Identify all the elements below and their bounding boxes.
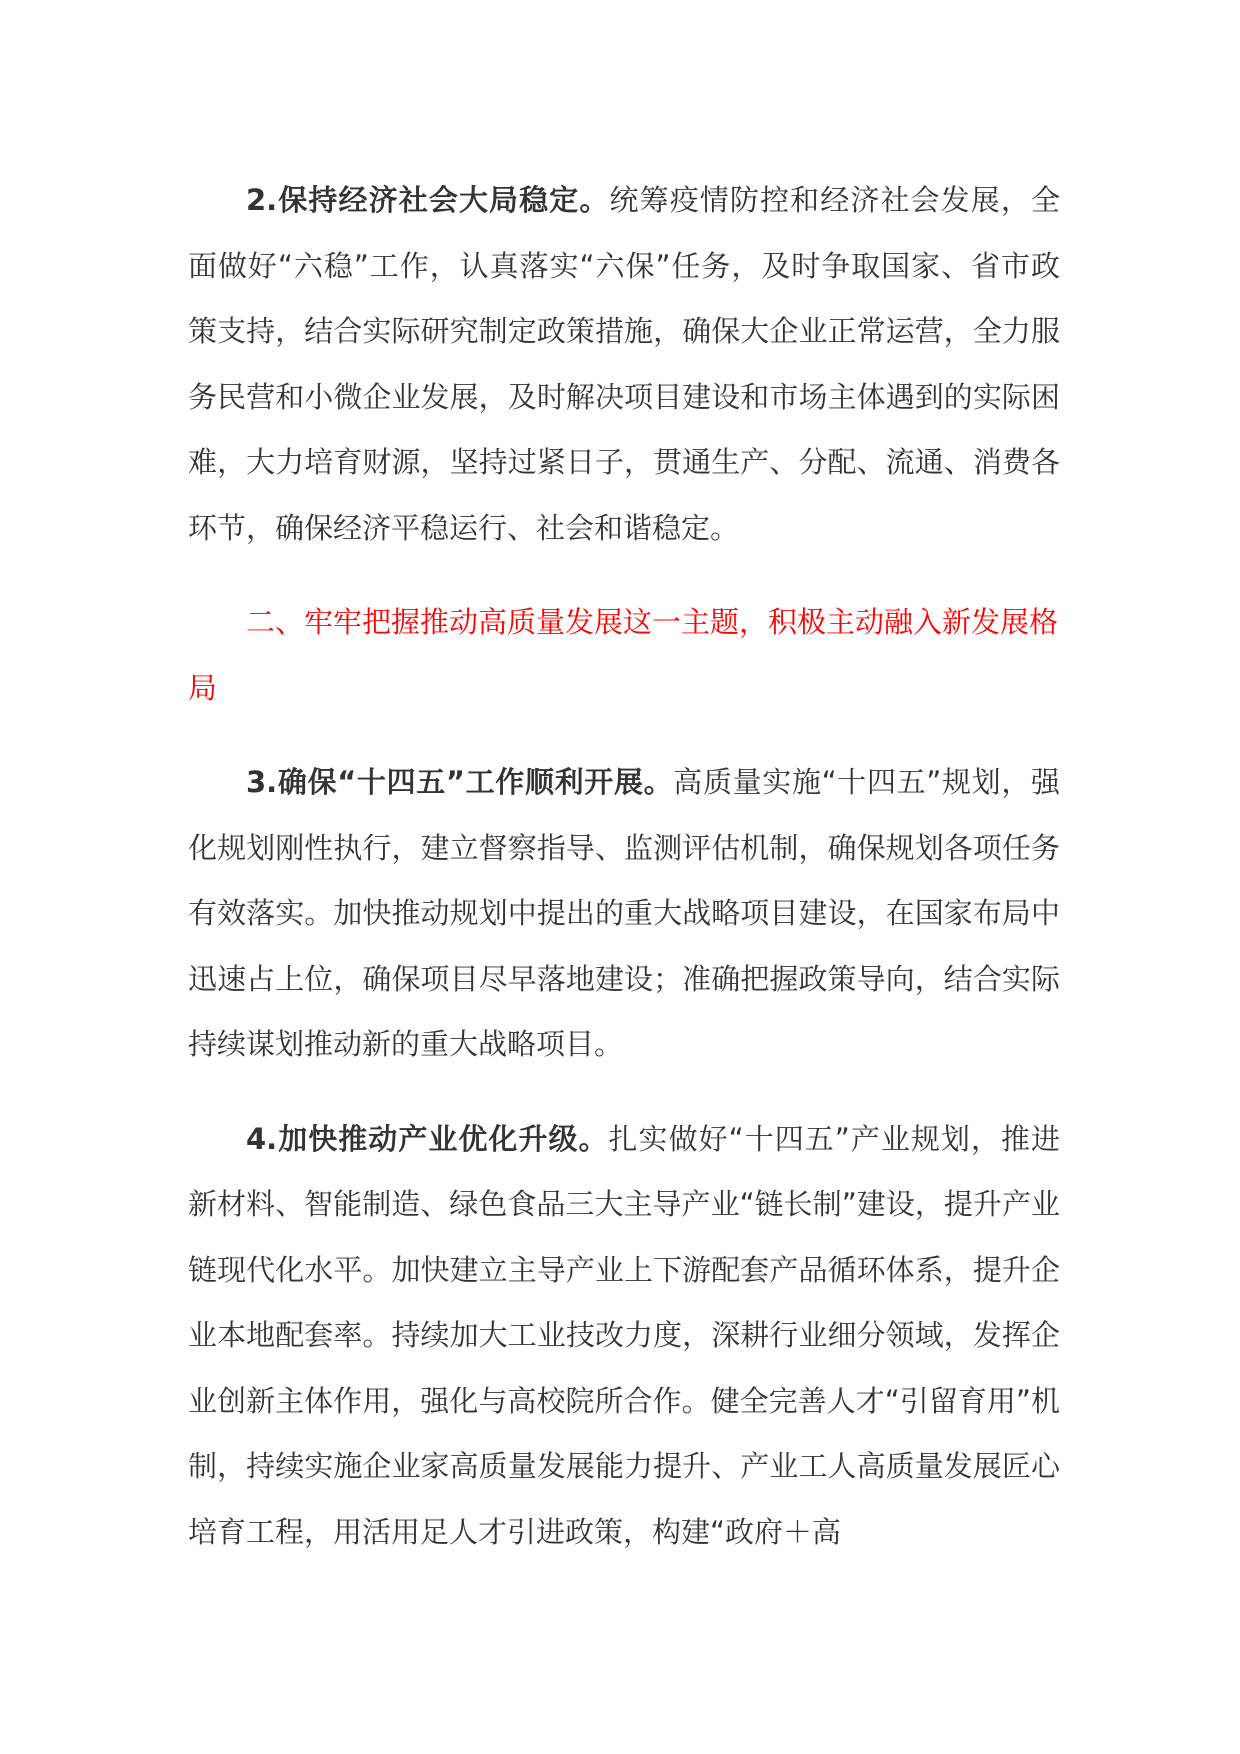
paragraph-4-body: 扎实做好“十四五”产业规划，推进新材料、智能制造、绿色食品三大主导产业“链长制”建设，提升产业链现代化水平。加快建立主导产业上下游配套产品循环体系，提升企业本地配套率。持续加大工业技改力度，深耕行业细分领域，发挥企业创新主体作用，强化与高校院所合作。健全完善人才“引留育用”机制，持续实施企业家高质量发展能力提升、产业工人高质量发展匠心培育工程，用活用足人才引进政策，构建“政府＋高 bbox=[188, 1121, 1060, 1549]
paragraph-4-lead: 4.加快推动产业优化升级。 bbox=[246, 1121, 609, 1156]
section-heading-2: 二、牢牢把握推动高质量发展这一主题，积极主动融入新发展格局 bbox=[188, 605, 1059, 705]
document-body bbox=[188, 168, 1060, 1594]
paragraph-3 bbox=[188, 750, 1060, 1078]
paragraph-3-body: 高质量实施“十四五”规划，强化规划刚性执行，建立督察指导、监测评估机制，确保规划各项任务有效落实。加快推动规划中提出的重大战略项目建设，在国家布局中迅速占上位，确保项目尽早落地建设；准确把握政策导向，结合实际持续谋划推动新的重大战略项目。 bbox=[188, 765, 1060, 1061]
paragraph-2-body: 统筹疫情防控和经济社会发展，全面做好“六稳”工作，认真落实“六保”任务，及时争取国家、省市政策支持，结合实际研究制定政策措施，确保大企业正常运营，全力服务民营和小微企业发展，及时解决项目建设和市场主体遇到的实际困难，大力培育财源，坚持过紧日子，贯通生产、分配、流通、消费各环节，确保经济平稳运行、社会和谐稳定。 bbox=[188, 183, 1060, 545]
paragraph-4 bbox=[188, 1107, 1060, 1566]
paragraph-2 bbox=[188, 168, 1060, 561]
paragraph-2-lead: 2.保持经济社会大局稳定。 bbox=[246, 183, 610, 217]
paragraph-3-lead: 3.确保“十四五”工作顺利开展。 bbox=[246, 765, 674, 799]
